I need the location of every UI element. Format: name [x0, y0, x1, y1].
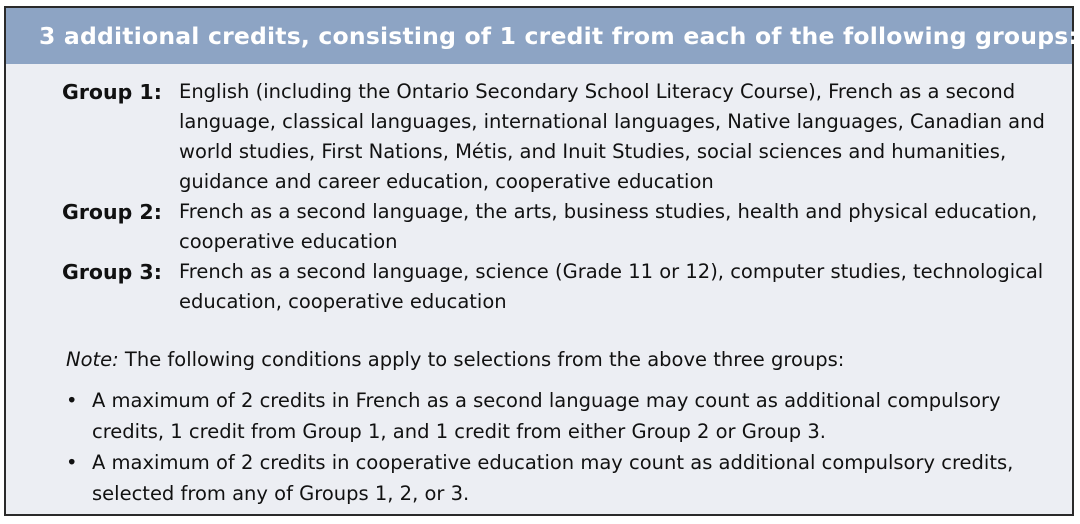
group-3-label: Group 3: — [62, 260, 162, 284]
condition-item — [66, 447, 1056, 509]
groups-list — [62, 77, 1057, 317]
group-2-label: Group 2: — [62, 200, 162, 224]
group-2 — [62, 197, 1057, 257]
group-3 — [62, 257, 1057, 317]
condition-item — [66, 385, 1056, 447]
condition-text: A maximum of 2 credits in cooperative education may count as additional compulsory credits, selected from any of Groups 1, 2, or 3. — [92, 451, 1014, 505]
group-1-label: Group 1: — [62, 80, 162, 104]
condition-text: A maximum of 2 credits in French as a second language may count as additional compulsory credits, 1 credit from Group 1, and 1 credit from either Group 2 or Group 3. — [92, 389, 1001, 443]
group-3-text: French as a second language, science (Grade 11 or 12), computer studies, technological education, cooperative education — [179, 260, 1044, 313]
bullet-icon: • — [66, 451, 78, 474]
note-text: The following conditions apply to selections from the above three groups: — [118, 348, 845, 371]
group-1 — [62, 77, 1057, 197]
bullet-icon: • — [66, 389, 78, 412]
credits-info-box — [4, 6, 1079, 516]
box-header: 3 additional credits, consisting of 1 credit from each of the following groups: — [6, 8, 1072, 64]
group-1-text: English (including the Ontario Secondary School Literacy Course), French as a second language, classical languages, international languages, Native languages, Canadian and world studies, First Nations, Métis, and Inuit Studies, social sciences and humanities, guidance and career education, cooperative education — [179, 80, 1045, 193]
note-line — [66, 345, 844, 375]
note-label: Note: — [66, 348, 119, 371]
group-2-text: French as a second language, the arts, business studies, health and physical education, cooperative education — [179, 200, 1038, 253]
conditions-list — [66, 385, 1056, 509]
